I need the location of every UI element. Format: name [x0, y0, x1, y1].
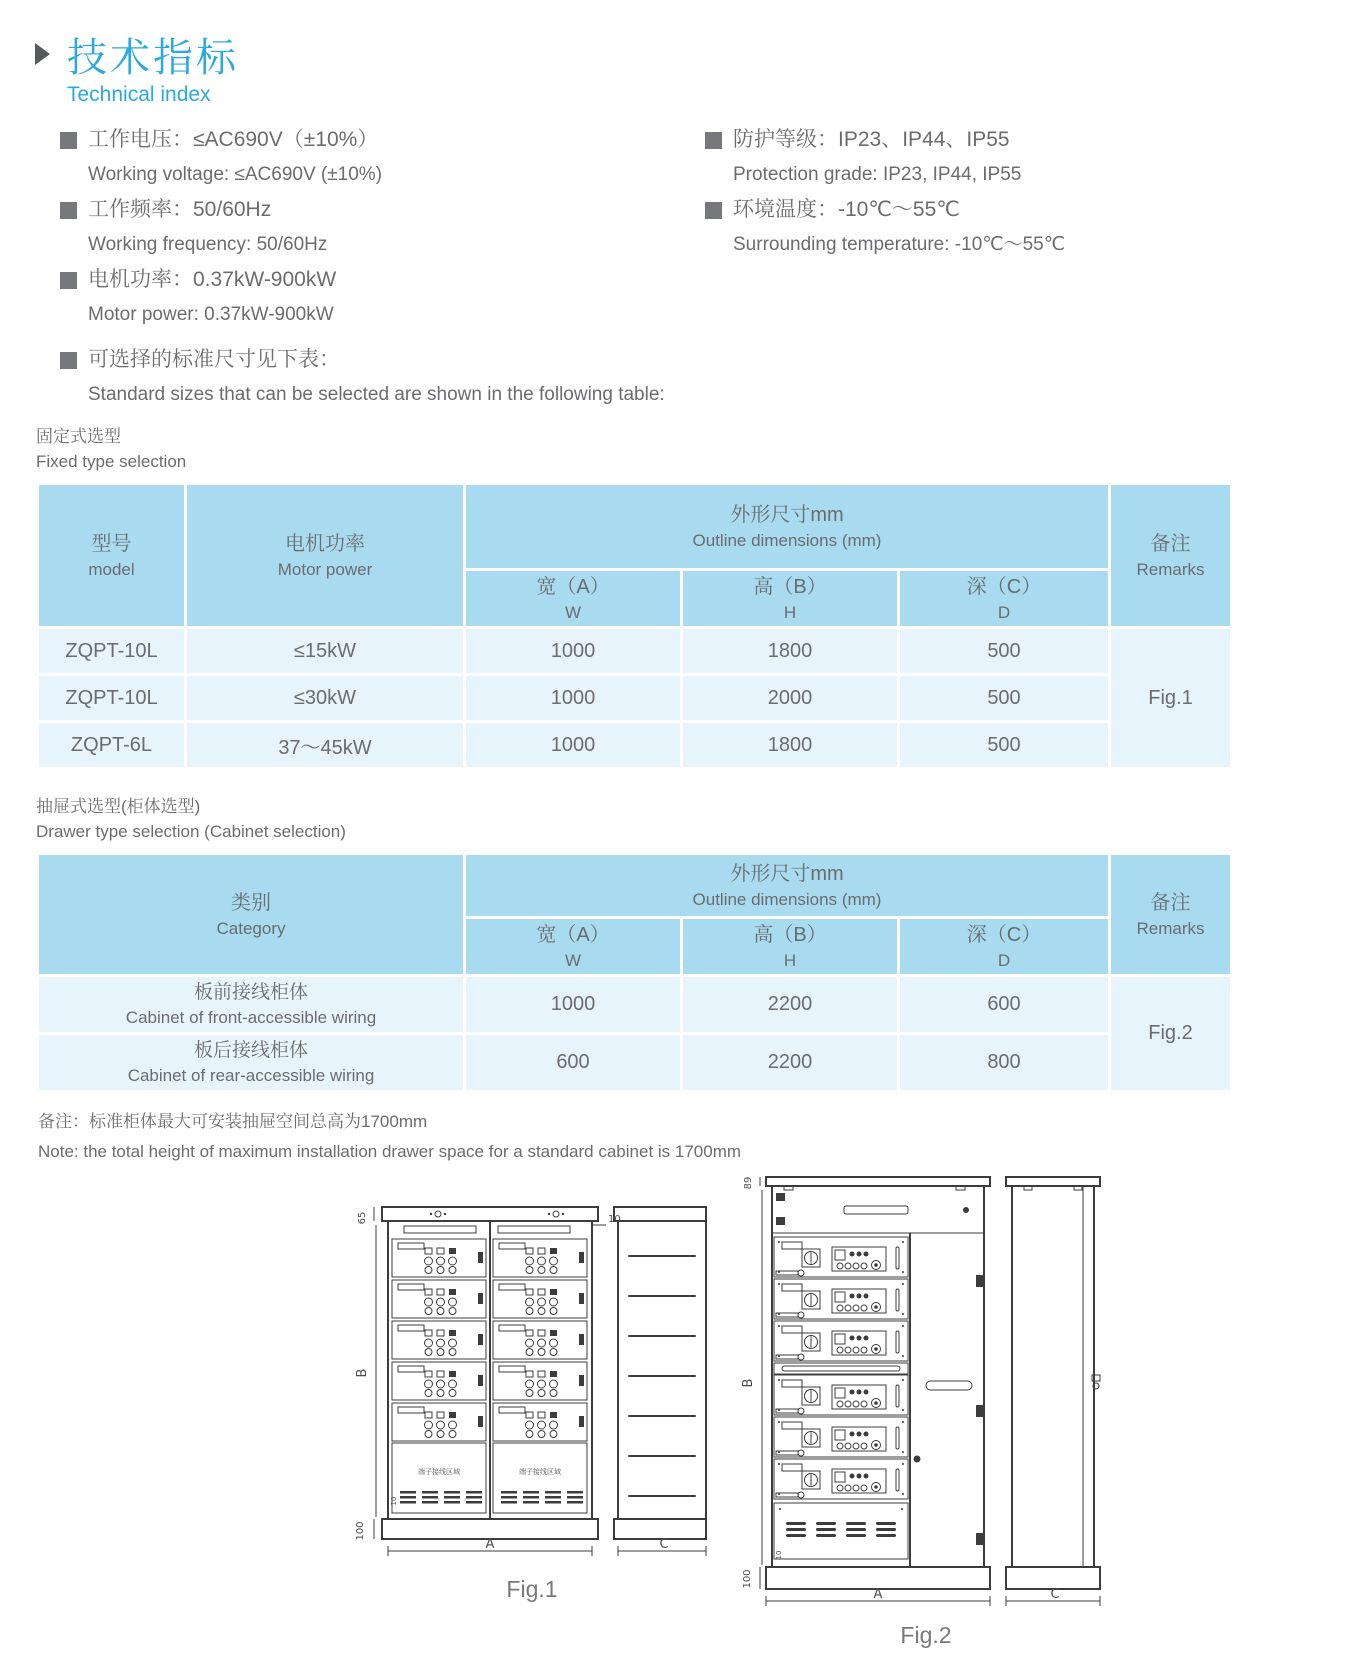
- col-header-outline-dimensions: 外形尺寸mm Outline dimensions (mm): [465, 854, 1110, 918]
- cell-remarks: Fig.1: [1110, 628, 1232, 769]
- title-block: [0, 0, 1357, 108]
- fig2-side-plinth: [1006, 1567, 1100, 1589]
- col-header-width: 宽（A） W: [465, 918, 682, 976]
- dim-label-10: 10: [608, 1214, 621, 1225]
- cell-power: ≤15kW: [186, 628, 465, 675]
- fig2-dimensions: [741, 1177, 1100, 1606]
- figure-fig1: [352, 1195, 712, 1603]
- cell-model: ZQPT-6L: [38, 722, 186, 769]
- cell-remarks: Fig.2: [1110, 976, 1232, 1092]
- spec-zh-text: 电机功率：0.37kW-900kW: [88, 268, 337, 291]
- fig1-caption: Fig.1: [506, 1576, 558, 1602]
- cell-depth: 800: [899, 1034, 1110, 1092]
- cell-width: 1000: [465, 722, 682, 769]
- dim-label-C: C: [1050, 1587, 1060, 1602]
- dim-label-B: B: [741, 1378, 756, 1388]
- spec-item-frequency: [60, 192, 705, 262]
- cell-depth: 500: [899, 628, 1110, 675]
- spec-en-text: Surrounding temperature: -10℃～55℃: [733, 234, 1066, 255]
- col-header-remarks: 备注 Remarks: [1110, 484, 1232, 628]
- fig1-drawing: [352, 1195, 712, 1567]
- dim-label-C: C: [659, 1537, 669, 1552]
- dim-label-A: A: [873, 1587, 883, 1602]
- col-header-depth: 深（C） D: [899, 918, 1110, 976]
- table-row: [38, 628, 1232, 675]
- dim-label-B: B: [355, 1368, 370, 1378]
- cell-model: ZQPT-10L: [38, 675, 186, 722]
- spec-en-text: Working frequency: 50/60Hz: [88, 234, 328, 255]
- table-row: [38, 1034, 1232, 1092]
- bullet-square-icon: [60, 272, 77, 289]
- table-row: [38, 722, 1232, 769]
- bullet-square-icon: [705, 132, 722, 149]
- cell-height: 1800: [682, 722, 899, 769]
- spec-item-protection: [705, 122, 1065, 192]
- fig1-side-plinth: [614, 1519, 706, 1539]
- cell-power: ≤30kW: [186, 675, 465, 722]
- fig1-side-view: [614, 1207, 706, 1539]
- cell-width: 1000: [465, 675, 682, 722]
- fig2-caption: Fig.2: [900, 1622, 952, 1648]
- spec-item-motor-power: [60, 262, 705, 332]
- spec-column-left: [60, 122, 705, 332]
- cell-depth: 600: [899, 976, 1110, 1034]
- drawer-section-label: [36, 794, 1357, 844]
- cell-height: 2200: [682, 1034, 899, 1092]
- cell-height: 1800: [682, 628, 899, 675]
- footnote-en: Note: the total height of maximum installation drawer space for a standard cabinet is 1700mm: [38, 1142, 742, 1161]
- fig1-plinth: [382, 1519, 598, 1539]
- bullet-square-icon: [705, 202, 722, 219]
- cell-width: 1000: [465, 976, 682, 1034]
- col-header-category: 类别 Category: [38, 854, 465, 976]
- col-header-depth: 深（C） D: [899, 570, 1110, 628]
- col-header-remarks: 备注 Remarks: [1110, 854, 1232, 976]
- fig2-drawing: [740, 1167, 1112, 1613]
- spec-item-voltage: [60, 122, 705, 192]
- footnote-zh: 备注：标准柜体最大可安装抽屉空间总高为1700mm: [38, 1112, 428, 1131]
- spec-zh-text: 工作频率：50/60Hz: [88, 198, 272, 221]
- drawer-label-en: Drawer type selection (Cabinet selection): [36, 822, 346, 841]
- dim-label-89: 89: [743, 1176, 754, 1190]
- table-row: [38, 976, 1232, 1034]
- drawer-label-zh: 抽屉式选型(柜体选型): [36, 797, 201, 816]
- cell-height: 2200: [682, 976, 899, 1034]
- cell-power: 37～45kW: [186, 722, 465, 769]
- fig2-side-view: [1006, 1177, 1100, 1589]
- bullet-square-icon: [60, 202, 77, 219]
- std-size-zh: 可选择的标准尺寸见下表：: [88, 348, 340, 371]
- fig2-vent-box: [774, 1503, 908, 1559]
- std-size-en: Standard sizes that can be selected are shown in the following table:: [88, 384, 665, 405]
- spec-zh-text: 环境温度：-10℃～55℃: [733, 198, 960, 221]
- spec-en-text: Protection grade: IP23, IP44, IP55: [733, 164, 1022, 185]
- dim-label-65: 65: [357, 1211, 368, 1225]
- cell-category: 板后接线柜体 Cabinet of rear-accessible wiring: [38, 1034, 465, 1092]
- fig2-door-panel: [914, 1275, 985, 1545]
- table-row: [38, 675, 1232, 722]
- cell-depth: 500: [899, 675, 1110, 722]
- col-header-height: 高（B） H: [682, 918, 899, 976]
- fig2-front-view: [766, 1177, 990, 1589]
- fixed-section-label: [36, 424, 1357, 474]
- fixed-label-en: Fixed type selection: [36, 452, 187, 471]
- cell-height: 2000: [682, 675, 899, 722]
- page-title: 技术指标: [67, 35, 239, 80]
- fig2-separator-strip: [774, 1363, 908, 1374]
- spec-column-right: [705, 122, 1065, 332]
- spec-en-text: Working voltage: ≤AC690V (±10%): [88, 164, 383, 185]
- figures-block: [0, 1167, 1357, 1657]
- cell-category: 板前接线柜体 Cabinet of front-accessible wiring: [38, 976, 465, 1034]
- fixed-type-table: [36, 482, 1233, 770]
- terminal-area-label: 端子接线区域: [418, 1468, 460, 1476]
- std-size-note: [60, 342, 1357, 412]
- col-header-outline-dimensions: 外形尺寸mm Outline dimensions (mm): [465, 484, 1110, 570]
- dim-label-10-small: 10: [390, 1496, 398, 1506]
- drawer-type-table: [36, 852, 1233, 1093]
- dim-label-100: 100: [355, 1521, 366, 1541]
- dim-label-10-small: 10: [775, 1550, 783, 1560]
- col-header-height: 高（B） H: [682, 570, 899, 628]
- spec-item-temperature: [705, 192, 1065, 262]
- figure-fig2: [740, 1167, 1112, 1649]
- fig2-top-drawer: [772, 1186, 984, 1233]
- page-subtitle: Technical index: [67, 83, 211, 106]
- spec-list: [60, 122, 1357, 332]
- cell-depth: 500: [899, 722, 1110, 769]
- spec-zh-text: 工作电压：≤AC690V（±10%）: [88, 128, 379, 151]
- fig1-dimensions: [355, 1207, 706, 1556]
- fixed-label-zh: 固定式选型: [36, 427, 121, 446]
- fig1-front-view: [382, 1207, 598, 1539]
- spec-zh-text: 防护等级：IP23、IP44、IP55: [733, 128, 1010, 151]
- dim-label-100: 100: [742, 1569, 753, 1589]
- footnote: [38, 1107, 1357, 1167]
- spec-en-text: Motor power: 0.37kW-900kW: [88, 304, 334, 325]
- col-header-model: 型号 model: [38, 484, 186, 628]
- bullet-square-icon: [60, 352, 77, 369]
- section-arrow-icon: [35, 43, 50, 65]
- cell-model: ZQPT-10L: [38, 628, 186, 675]
- bullet-square-icon: [60, 132, 77, 149]
- fig2-plinth: [766, 1567, 990, 1589]
- col-header-width: 宽（A） W: [465, 570, 682, 628]
- cell-width: 1000: [465, 628, 682, 675]
- dim-label-A: A: [485, 1537, 495, 1552]
- terminal-area-label: 端子接线区域: [519, 1468, 561, 1476]
- cell-width: 600: [465, 1034, 682, 1092]
- col-header-motor-power: 电机功率 Motor power: [186, 484, 465, 628]
